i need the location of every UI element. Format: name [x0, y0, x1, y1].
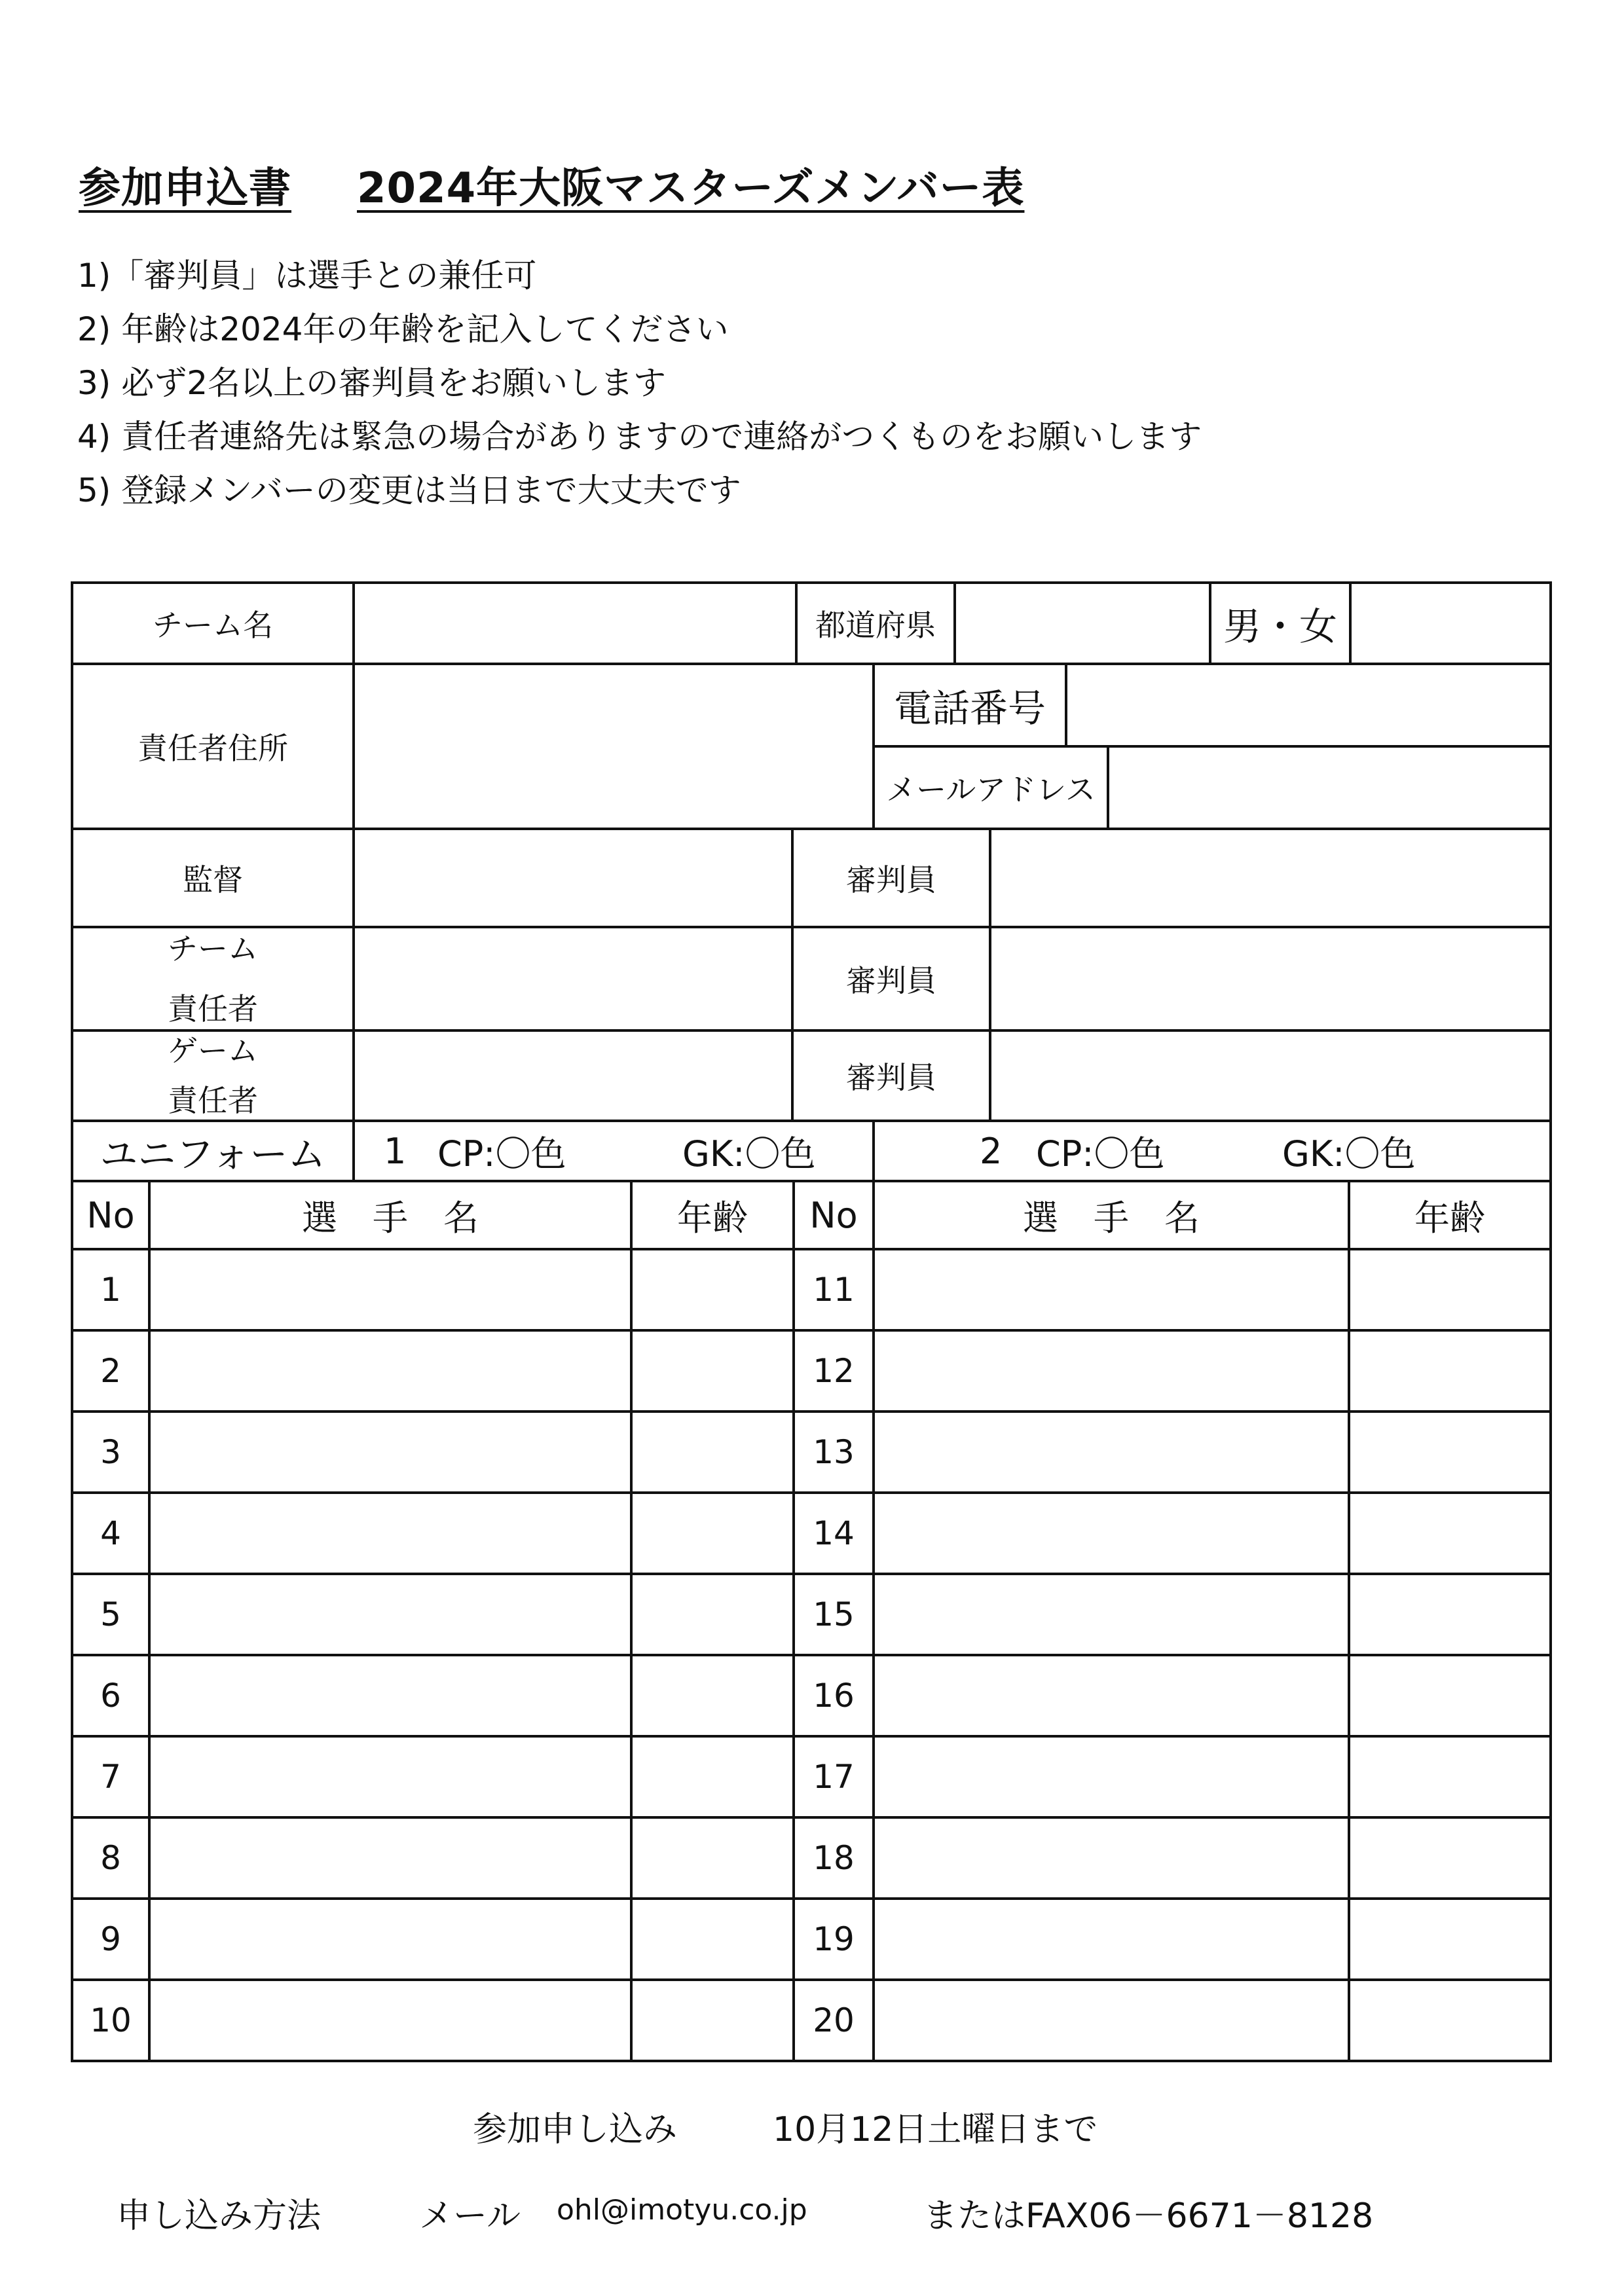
- player-age-field[interactable]: [630, 1329, 795, 1413]
- phone-label: 電話番号: [893, 686, 1046, 731]
- player-name-field[interactable]: [872, 1410, 1350, 1494]
- team-manager-label-line1: チーム: [168, 931, 258, 966]
- roster-number: 8: [100, 1839, 121, 1877]
- roster-number: 18: [813, 1839, 855, 1877]
- game-manager-label: [71, 1029, 355, 1122]
- player-age-field[interactable]: [1348, 1329, 1552, 1413]
- player-age-field[interactable]: [630, 1654, 795, 1738]
- email-field[interactable]: [1107, 745, 1552, 830]
- roster-number: 12: [813, 1352, 855, 1390]
- title-left: 参加申込書: [79, 164, 291, 213]
- player-name-field[interactable]: [148, 1735, 633, 1819]
- note-item: 1)「審判員」は選手との兼任可: [77, 257, 537, 295]
- team-name-label: チーム名: [153, 608, 273, 643]
- note-item: 5) 登録メンバーの変更は当日まで大丈夫です: [77, 471, 741, 509]
- roster-number: 2: [100, 1352, 121, 1390]
- roster-number: 19: [813, 1920, 855, 1958]
- team-manager-label-line2: 責任者: [168, 991, 258, 1027]
- player-age-field[interactable]: [630, 1573, 795, 1656]
- title-right: 2024年大阪マスターズメンバー表: [357, 164, 1025, 213]
- coach-field[interactable]: [352, 828, 794, 928]
- notes-list: [77, 249, 1202, 517]
- contact-email[interactable]: ohl@imotyu.co.jp: [557, 2193, 807, 2227]
- team-manager-label: [71, 926, 355, 1032]
- player-age-field[interactable]: [1348, 1654, 1552, 1738]
- player-name-field[interactable]: [148, 1897, 633, 1981]
- uniform2-cp: CP:〇色: [1036, 1133, 1165, 1175]
- game-manager-field[interactable]: [352, 1029, 794, 1122]
- roster-number: 17: [813, 1758, 855, 1796]
- roster-number: 3: [100, 1433, 121, 1471]
- player-name-field[interactable]: [148, 1573, 633, 1656]
- player-name-field[interactable]: [148, 1816, 633, 1900]
- contact-fax: またはFAX06－6671－8128: [923, 2196, 1374, 2236]
- player-name-field[interactable]: [872, 1897, 1350, 1981]
- player-name-field[interactable]: [148, 1654, 633, 1738]
- prefecture-label: 都道府県: [815, 608, 936, 643]
- player-age-field[interactable]: [1348, 1978, 1552, 2062]
- player-age-field[interactable]: [1348, 1897, 1552, 1981]
- uniform-label: ユニフォーム: [100, 1132, 326, 1176]
- player-age-field[interactable]: [630, 1978, 795, 2062]
- method-label: 申し込み方法: [117, 2196, 322, 2236]
- email-label: メールアドレス: [886, 772, 1096, 807]
- team-name-field[interactable]: [352, 581, 798, 665]
- player-name-field[interactable]: [872, 1654, 1350, 1738]
- player-name-field[interactable]: [872, 1573, 1350, 1656]
- referee-field-3[interactable]: [989, 1029, 1552, 1122]
- note-item: 3) 必ず2名以上の審判員をお願いします: [77, 364, 667, 402]
- player-name-field[interactable]: [148, 1248, 633, 1332]
- game-manager-label-line2: 責任者: [168, 1083, 258, 1118]
- roster-header-age-left: 年齢: [677, 1197, 748, 1239]
- player-name-field[interactable]: [872, 1735, 1350, 1819]
- roster-header-no-left: No: [86, 1194, 135, 1236]
- referee-field-1[interactable]: [989, 828, 1552, 928]
- roster-number: 13: [813, 1433, 855, 1471]
- player-age-field[interactable]: [630, 1248, 795, 1332]
- roster-number: 1: [100, 1271, 121, 1309]
- roster-number: 16: [813, 1677, 855, 1715]
- address-label: 責任者住所: [138, 731, 288, 766]
- roster-header-name-right: 選 手 名: [1023, 1197, 1200, 1239]
- uniform2-cell[interactable]: [872, 1120, 1552, 1182]
- roster-number: 9: [100, 1920, 121, 1958]
- roster-number: 5: [100, 1595, 121, 1633]
- uniform1-gk: GK:〇色: [682, 1133, 816, 1175]
- deadline-date: 10月12日土曜日まで: [773, 2110, 1098, 2149]
- player-age-field[interactable]: [1348, 1491, 1552, 1575]
- mail-label: メール: [419, 2196, 521, 2236]
- page-title: [79, 155, 1024, 215]
- address-field[interactable]: [352, 663, 875, 830]
- roster-number: 11: [813, 1271, 855, 1309]
- note-item: 4) 責任者連絡先は緊急の場合がありますので連絡がつくものをお願いします: [77, 418, 1202, 456]
- player-name-field[interactable]: [148, 1491, 633, 1575]
- roster-number: 10: [90, 2001, 132, 2039]
- player-age-field[interactable]: [630, 1735, 795, 1819]
- player-name-field[interactable]: [148, 1329, 633, 1413]
- player-name-field[interactable]: [872, 1816, 1350, 1900]
- player-name-field[interactable]: [872, 1329, 1350, 1413]
- player-age-field[interactable]: [1348, 1573, 1552, 1656]
- player-name-field[interactable]: [148, 1978, 633, 2062]
- player-name-field[interactable]: [872, 1978, 1350, 2062]
- game-manager-label-line1: ゲーム: [168, 1033, 258, 1068]
- roster-number: 7: [100, 1758, 121, 1796]
- note-item: 2) 年齢は2024年の年齢を記入してください: [77, 310, 729, 348]
- roster-number: 15: [813, 1595, 855, 1633]
- player-age-field[interactable]: [1348, 1816, 1552, 1900]
- player-name-field[interactable]: [872, 1248, 1350, 1332]
- referee-label-2: 審判員: [846, 963, 936, 998]
- team-manager-field[interactable]: [352, 926, 794, 1032]
- prefecture-field[interactable]: [953, 581, 1211, 665]
- roster-number: 6: [100, 1677, 121, 1715]
- coach-label: 監督: [183, 862, 243, 898]
- roster-number: 14: [813, 1514, 855, 1552]
- player-name-field[interactable]: [148, 1410, 633, 1494]
- deadline-label: 参加申し込み: [473, 2110, 678, 2149]
- player-age-field[interactable]: [630, 1491, 795, 1575]
- uniform1-no: 1: [384, 1130, 407, 1172]
- phone-field[interactable]: [1065, 663, 1552, 748]
- player-age-field[interactable]: [1348, 1248, 1552, 1332]
- referee-label-1: 審判員: [846, 862, 936, 898]
- player-age-field[interactable]: [1348, 1735, 1552, 1819]
- roster-header-no-right: No: [809, 1194, 858, 1236]
- roster-number: 4: [100, 1514, 121, 1552]
- gender-field[interactable]: [1349, 581, 1552, 665]
- player-age-field[interactable]: [630, 1410, 795, 1494]
- roster-number: 20: [813, 2001, 855, 2039]
- player-age-field[interactable]: [1348, 1410, 1552, 1494]
- roster-header-name-left: 選 手 名: [302, 1197, 479, 1239]
- uniform2-no: 2: [980, 1130, 1003, 1172]
- uniform1-cp: CP:〇色: [437, 1133, 566, 1175]
- player-age-field[interactable]: [630, 1897, 795, 1981]
- gender-label: 男・女: [1223, 604, 1337, 649]
- uniform2-gk: GK:〇色: [1282, 1133, 1416, 1175]
- referee-label-3: 審判員: [846, 1060, 936, 1095]
- roster-header-age-right: 年齢: [1414, 1197, 1485, 1239]
- player-name-field[interactable]: [872, 1491, 1350, 1575]
- referee-field-2[interactable]: [989, 926, 1552, 1032]
- player-age-field[interactable]: [630, 1816, 795, 1900]
